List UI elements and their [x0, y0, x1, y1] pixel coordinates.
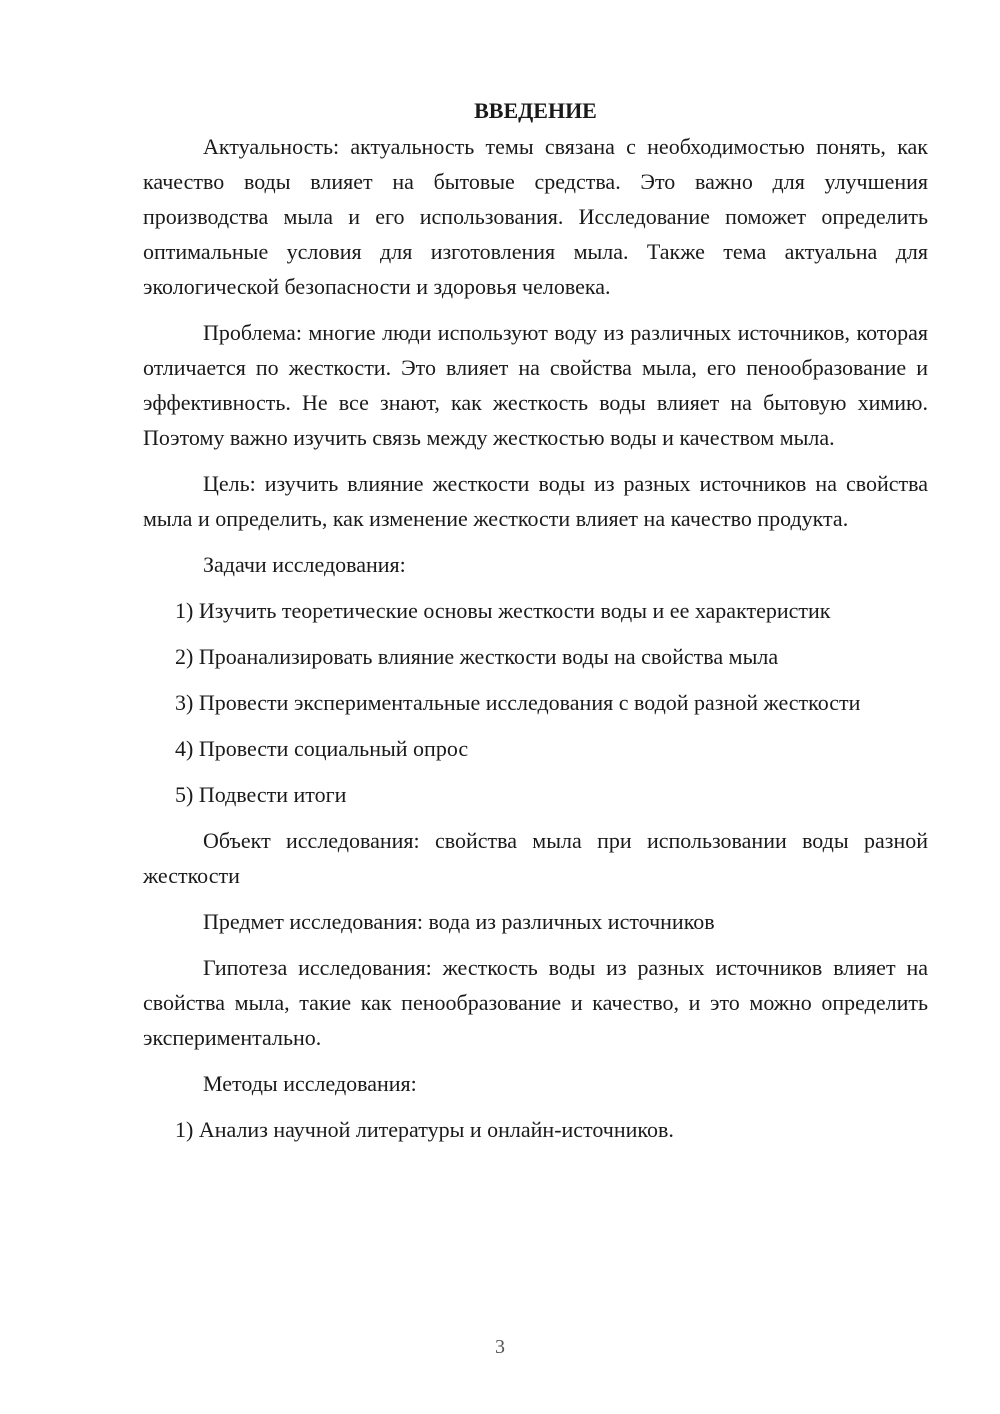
- page-number: 3: [495, 1336, 505, 1358]
- methods-heading: Методы исследования:: [203, 1071, 417, 1096]
- paragraph-subject: Предмет исследования: вода из различных источников: [203, 909, 715, 934]
- task-item-4: 4) Провести социальный опрос: [175, 736, 469, 761]
- task-item-1: 1) Изучить теоретические основы жесткости воды и ее характеристик: [175, 598, 831, 623]
- method-item-1: 1) Анализ научной литературы и онлайн-источников.: [175, 1117, 674, 1142]
- tasks-heading: Задачи исследования:: [203, 552, 406, 577]
- paragraph-relevance: Актуальность: актуальность темы связана с необходимостью понять, как качество воды влияет на бытовые средства. Это важно для улучшения производства мыла и его использования. Исследование поможет определить оптимальные условия для изготовления мыла. Также тема актуальна для экологической безопасности и здоровья человека.: [143, 134, 928, 299]
- page-content: [143, 92, 928, 1147]
- paragraph-goal: Цель: изучить влияние жесткости воды из разных источников на свойства мыла и определить, как изменение жесткости влияет на качество продукта.: [143, 471, 928, 531]
- section-title: ВВЕДЕНИЕ: [474, 98, 597, 123]
- paragraph-hypothesis: Гипотеза исследования: жесткость воды из разных источников влияет на свойства мыла, такие как пенообразование и качество, и это можно определить экспериментально.: [143, 955, 928, 1050]
- task-item-5: 5) Подвести итоги: [175, 782, 347, 807]
- paragraph-object: Объект исследования: свойства мыла при использовании воды разной жесткости: [143, 828, 928, 888]
- paragraph-problem: Проблема: многие люди используют воду из различных источников, которая отличается по жесткости. Это влияет на свойства мыла, его пенообразование и эффективность. Не все знают, как жесткость воды влияет на бытовую химию. Поэтому важно изучить связь между жесткостью воды и качеством мыла.: [143, 320, 928, 450]
- task-item-3: 3) Провести экспериментальные исследования с водой разной жесткости: [175, 690, 861, 715]
- task-item-2: 2) Проанализировать влияние жесткости воды на свойства мыла: [175, 644, 779, 669]
